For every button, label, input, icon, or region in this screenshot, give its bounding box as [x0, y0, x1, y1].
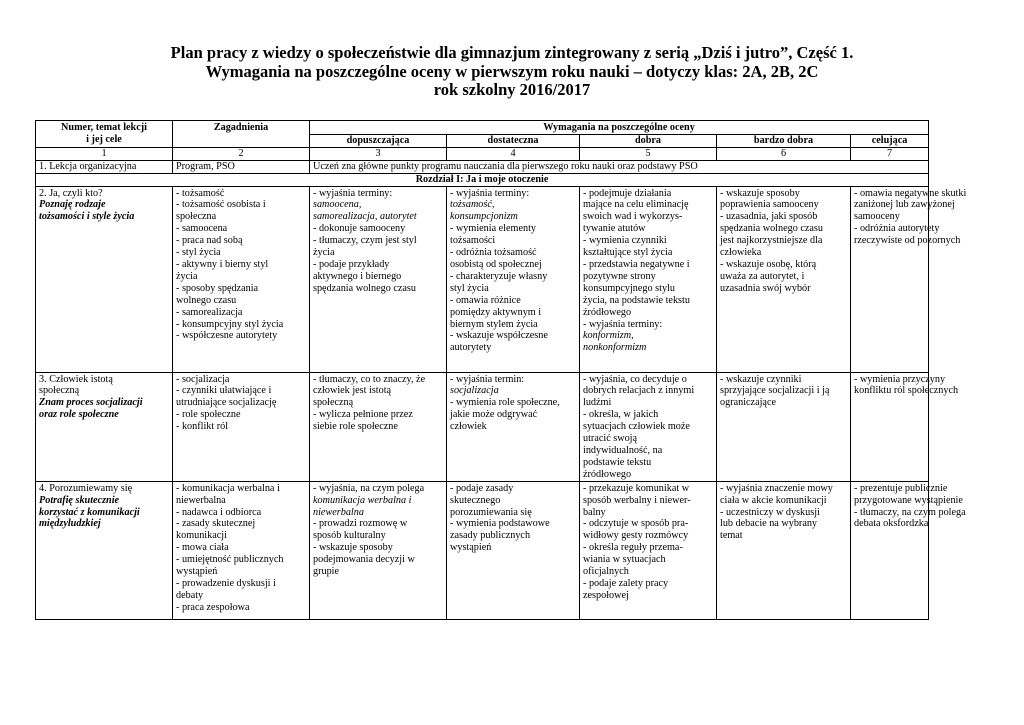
topics-cell	[173, 372, 310, 481]
cell-line: podstawie tekstu	[583, 456, 652, 468]
grade-dopuszczajaca-cell	[310, 186, 447, 372]
cell-line: spędzania wolnego czasu	[720, 223, 823, 235]
cell-line: osobistą od społecznej	[450, 258, 542, 270]
grade-dostateczna-cell	[447, 186, 580, 372]
cell-line: sposób kulturalny	[313, 530, 386, 542]
cell-line: - tłumaczy, czym jest styl	[313, 235, 417, 247]
cell-line: tożsamości i style życia	[39, 211, 135, 223]
cell-line: - umiejętność publicznych	[176, 554, 284, 566]
document-title	[0, 44, 1024, 100]
header-grade-celujaca: celująca	[851, 134, 929, 147]
cell-line: dobrych relacjach z innymi	[583, 385, 695, 397]
cell-line: 2. Ja, czyli kto?	[39, 187, 103, 199]
cell-line: przygotowane wystąpienie	[854, 494, 963, 506]
cell-line: społeczna	[176, 211, 217, 223]
table-row	[36, 186, 929, 372]
cell-line: samorealizacja, autorytet	[313, 211, 417, 223]
cell-line: międzyludzkiej	[39, 518, 101, 530]
cell-line: kształtujące styl życia	[583, 247, 673, 259]
table-row	[36, 372, 929, 481]
cell-line: - sposoby spędzania	[176, 282, 259, 294]
cell-line: poprawienia samooceny	[720, 199, 819, 211]
cell-line: autorytety	[450, 342, 492, 354]
cell-line: - wyjaśnia terminy:	[313, 187, 393, 199]
grade-dostateczna-cell	[447, 372, 580, 481]
cell-line: wystąpień	[176, 566, 218, 578]
grade-celujaca-cell	[851, 186, 967, 372]
cell-line: - wymienia role społeczne,	[450, 397, 560, 409]
cell-line: - wymienia czynniki	[583, 235, 667, 247]
cell-line: - określa, w jakich	[583, 409, 659, 421]
cell-line: - podejmuje działania	[583, 187, 672, 199]
cell-line: lub debacie na wybrany	[720, 518, 818, 530]
cell-line: - przedstawia negatywne i	[583, 258, 690, 270]
cell-line: - aktywny i bierny styl	[176, 258, 269, 270]
grade-celujaca-cell	[851, 372, 959, 481]
cell-line: - prowadzi rozmowę w	[313, 518, 408, 530]
column-number: 7	[851, 147, 929, 160]
cell-line: utracić swoją	[583, 433, 638, 445]
cell-line: - wskazuje osobę, którą	[720, 258, 817, 270]
cell-line: - określa reguły przema-	[583, 542, 683, 554]
cell-line: indywidualność, na	[583, 444, 663, 456]
cell-line: jakie może odgrywać	[450, 409, 538, 421]
grade-dobra-cell	[580, 481, 717, 619]
cell-line: porozumiewania się	[450, 506, 532, 518]
cell-line: wolnego czasu	[176, 294, 237, 306]
requirements-table	[35, 120, 967, 620]
cell-line: korzystać z komunikacji	[39, 506, 140, 518]
cell-line: debaty	[176, 589, 204, 601]
cell-line: 3. Człowiek istotą	[39, 373, 113, 385]
cell-line: sprzyjające socjalizacji i ją	[720, 385, 830, 397]
cell-line: wiania w sytuacjach	[583, 554, 666, 566]
grade-celujaca-cell	[851, 481, 966, 619]
cell-line: - wylicza pełnione przez	[313, 409, 413, 421]
cell-line: oficjalnych	[583, 566, 629, 578]
grade-bardzo-dobra-cell	[717, 372, 851, 481]
header-requirements: Wymagania na poszczególne oceny	[310, 121, 929, 135]
cell-line: człowiek	[450, 421, 487, 433]
cell-line: - komunikacja werbalna i	[176, 482, 280, 494]
cell-line: komunikacji	[176, 530, 227, 542]
cell-line: Znam proces socjalizacji	[39, 397, 143, 409]
cell-line: źródłowego	[583, 468, 632, 480]
header-lesson-line: Numer, temat lekcji	[61, 122, 147, 133]
cell-line: grupie	[313, 566, 340, 578]
column-number: 4	[447, 147, 580, 160]
column-number: 5	[580, 147, 717, 160]
cell-line: swoich wad i wykorzys-	[583, 211, 683, 223]
cell-line: niewerbalna	[313, 506, 364, 518]
cell-line: Poznaję rodzaje	[39, 199, 106, 211]
cell-line: życia	[313, 247, 335, 259]
cell-line: - czynniki ułatwiające i	[176, 385, 272, 397]
cell-line: balny	[583, 506, 606, 518]
cell-line: sytuacjach człowiek może	[583, 421, 690, 433]
cell-line: - uzasadnia, jaki sposób	[720, 211, 818, 223]
cell-line: tożsamość,	[450, 199, 495, 211]
cell-line: - wyjaśnia, na czym polega	[313, 482, 425, 494]
title-line-1: Plan pracy z wiedzy o społeczeństwie dla gimnazjum zintegrowany z serią „Dziś i jutro”, Część 1.	[170, 43, 854, 62]
cell-line: styl życia	[450, 282, 489, 294]
grade-dopuszczajaca-cell	[310, 481, 447, 619]
cell-line: utrudniające socjalizację	[176, 397, 277, 409]
cell-line: - wskazuje sposoby	[313, 542, 393, 554]
cell-line: socjalizacja	[450, 385, 499, 397]
cell-line: tywanie atutów	[583, 223, 646, 235]
cell-line: - samorealizacja	[176, 306, 243, 318]
cell-line: uważa za autorytet, i	[720, 270, 805, 282]
lesson-cell	[36, 481, 173, 619]
cell-line: debata oksfordzka	[854, 518, 929, 530]
cell-line: niewerbalna	[176, 494, 226, 506]
cell-line: - podaje przykłady	[313, 258, 390, 270]
title-line-3: rok szkolny 2016/2017	[433, 80, 591, 99]
lesson-cell	[36, 186, 173, 372]
cell-line: - podaje zalety pracy	[583, 577, 669, 589]
cell-line: konsumpcjonizm	[450, 211, 518, 223]
cell-line: - wyjaśnia znaczenie mowy	[720, 482, 833, 494]
cell-line: podejmowania decyzji w	[313, 554, 415, 566]
cell-line: życia	[176, 270, 198, 282]
cell-line: temat	[720, 530, 743, 542]
header-lesson-line: i jej cele	[86, 133, 122, 145]
cell-line: - przekazuje komunikat w	[583, 482, 690, 494]
cell-line: - dokonuje samooceny	[313, 223, 406, 235]
cell-line: - mowa ciała	[176, 542, 229, 554]
cell-line: - wskazuje czynniki	[720, 373, 802, 385]
column-numbers-row	[36, 147, 929, 160]
cell-line: konfliktu ról społecznych	[854, 385, 959, 397]
cell-line: tożsamości	[450, 235, 496, 247]
cell-line: pomiędzy aktywnym i	[450, 306, 542, 318]
cell-line: - podaje zasady	[450, 482, 514, 494]
grade-dopuszczajaca-cell	[310, 372, 447, 481]
cell-line: - współczesne autorytety	[176, 330, 278, 342]
cell-line: ludźmi	[583, 397, 612, 409]
section-row	[36, 173, 929, 186]
cell-line: - role społeczne	[176, 409, 241, 421]
cell-line: - nadawca i odbiorca	[176, 506, 262, 518]
cell-line: - wyjaśnia termin:	[450, 373, 525, 385]
cell-line: - konflikt ról	[176, 421, 229, 433]
cell-line: nonkonformizm	[583, 342, 647, 354]
cell-line: - charakteryzuje własny	[450, 270, 548, 282]
grade-bardzo-dobra-cell	[717, 186, 851, 372]
cell-line: - styl życia	[176, 247, 221, 259]
org-topics-cell: Program, PSO	[173, 160, 310, 173]
cell-line: zespołowej	[583, 589, 629, 601]
cell-line: - wymienia elementy	[450, 223, 536, 235]
cell-line: - wymienia przyczyny	[854, 373, 946, 385]
cell-line: samoocena,	[313, 199, 362, 211]
cell-line: sposób werbalny i niewer-	[583, 494, 691, 506]
cell-line: konformizm,	[583, 330, 634, 342]
cell-line: człowiek jest istotą	[313, 385, 392, 397]
topics-cell	[173, 186, 310, 372]
cell-line: pozytywne strony	[583, 270, 656, 282]
cell-line: konsumpcyjnego stylu	[583, 282, 675, 294]
cell-line: skutecznego	[450, 494, 501, 506]
cell-line: biernym stylem życia	[450, 318, 538, 330]
cell-line: uzasadnia swój wybór	[720, 282, 811, 294]
cell-line: - praca nad sobą	[176, 235, 243, 247]
cell-line: - odróżnia tożsamość	[450, 247, 537, 259]
header-lesson	[36, 121, 173, 148]
cell-line: źródłowego	[583, 306, 632, 318]
cell-line: - wyjaśnia terminy:	[583, 318, 663, 330]
cell-line: - prowadzenie dyskusji i	[176, 577, 276, 589]
cell-line: komunikacja werbalna i	[313, 494, 412, 506]
grade-dobra-cell	[580, 186, 717, 372]
cell-line: - omawia negatywne skutki	[854, 187, 967, 199]
cell-line: - praca zespołowa	[176, 601, 250, 613]
cell-line: - wyjaśnia terminy:	[450, 187, 530, 199]
column-number: 3	[310, 147, 447, 160]
cell-line: zasady publicznych	[450, 530, 531, 542]
cell-line: - wskazuje sposoby	[720, 187, 800, 199]
cell-line: - wskazuje współczesne	[450, 330, 548, 342]
cell-line: - socjalizacja	[176, 373, 230, 385]
header-grade-bardzo-dobra: bardzo dobra	[717, 134, 851, 147]
header-grade-dopuszczajaca: dopuszczająca	[310, 134, 447, 147]
cell-line: - wymienia podstawowe	[450, 518, 550, 530]
grade-dostateczna-cell	[447, 481, 580, 619]
cell-line: - odczytuje w sposób pra-	[583, 518, 689, 530]
cell-line: - konsumpcyjny styl życia	[176, 318, 284, 330]
cell-line: jest najkorzystniejsze dla	[720, 235, 823, 247]
cell-line: społeczną	[313, 397, 354, 409]
cell-line: ciała w akcie komunikacji	[720, 494, 827, 506]
cell-line: - tożsamość osobista i	[176, 199, 266, 211]
cell-line: rzeczywiste od pozornych	[854, 235, 961, 247]
title-line-2: Wymagania na poszczególne oceny w pierwszym roku nauki – dotyczy klas: 2A, 2B, 2C	[205, 61, 819, 81]
column-number: 6	[717, 147, 851, 160]
cell-line: - zasady skutecznej	[176, 518, 256, 530]
header-topics: Zagadnienia	[173, 121, 310, 148]
cell-line: spędzania wolnego czasu	[313, 282, 416, 294]
topics-cell	[173, 481, 310, 619]
table-row	[36, 481, 929, 619]
cell-line: ograniczające	[720, 397, 776, 409]
cell-line: - odróżnia autorytety	[854, 223, 940, 235]
cell-line: - tłumaczy, co to znaczy, że	[313, 373, 426, 385]
cell-line: 4. Porozumiewamy się	[39, 482, 133, 494]
grade-bardzo-dobra-cell	[717, 481, 851, 619]
cell-line: - wyjaśnia, co decyduje o	[583, 373, 687, 385]
cell-line: - omawia różnice	[450, 294, 521, 306]
org-lesson-cell: 1. Lekcja organizacyjna	[36, 160, 173, 173]
cell-line: siebie role społeczne	[313, 421, 398, 433]
cell-line: - samoocena	[176, 223, 228, 235]
org-requirement-cell: Uczeń zna główne punkty programu nauczania dla pierwszego roku nauki oraz podstawy PSO	[310, 160, 929, 173]
grade-dobra-cell	[580, 372, 717, 481]
cell-line: aktywnego i biernego	[313, 270, 402, 282]
table-row-organizational	[36, 160, 929, 173]
header-grade-dobra: dobra	[580, 134, 717, 147]
header-grade-dostateczna: dostateczna	[447, 134, 580, 147]
cell-line: samooceny	[854, 211, 900, 223]
cell-line: Potrafię skutecznie	[39, 494, 120, 506]
section-title: Rozdział I: Ja i moje otoczenie	[36, 173, 929, 186]
cell-line: wystąpień	[450, 542, 492, 554]
cell-line: - uczestniczy w dyskusji	[720, 506, 820, 518]
cell-line: - prezentuje publicznie	[854, 482, 948, 494]
cell-line: - tłumaczy, na czym polega	[854, 506, 966, 518]
cell-line: społeczną	[39, 385, 80, 397]
lesson-cell	[36, 372, 173, 481]
cell-line: mające na celu eliminację	[583, 199, 689, 211]
column-number: 2	[173, 147, 310, 160]
cell-line: widłowy gesty rozmówcy	[583, 530, 689, 542]
cell-line: człowieka	[720, 247, 762, 259]
column-number: 1	[36, 147, 173, 160]
cell-line: oraz role społeczne	[39, 409, 119, 421]
cell-line: - tożsamość	[176, 187, 225, 199]
cell-line: życia, na podstawie tekstu	[583, 294, 690, 306]
cell-line: zaniżonej lub zawyżonej	[854, 199, 955, 211]
